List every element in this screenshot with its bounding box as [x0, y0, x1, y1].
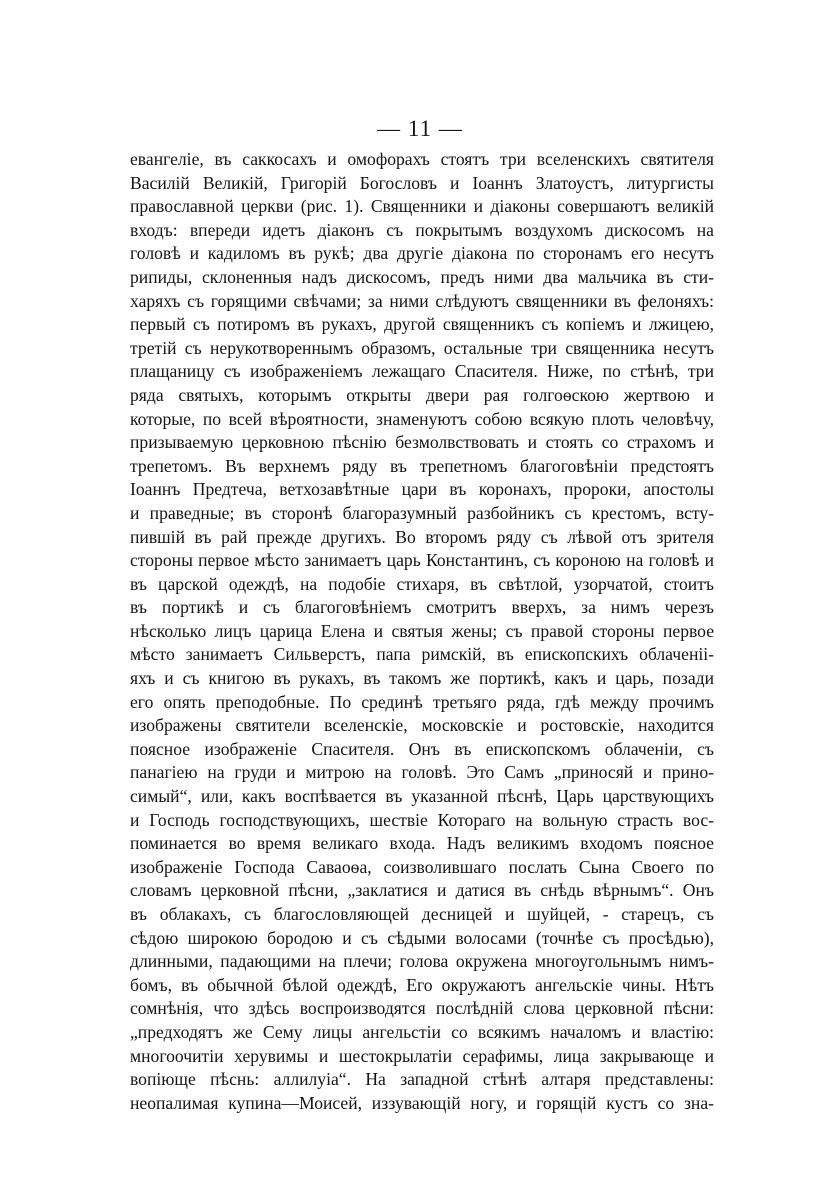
- text-line: и Господь господствующихъ, шествіе Котораго на вольную страсть вос-: [130, 809, 714, 830]
- text-line: харяхъ съ горящими свѣчами; за ними слѣдуютъ священники въ фелоняхъ:: [130, 290, 714, 311]
- text-line: „предходятъ же Сему лицы ангельстіи со всякимъ началомъ и властію:: [130, 1021, 714, 1042]
- text-line: изображены святители вселенскіе, московскіе и ростовскіе, находится: [130, 715, 714, 736]
- text-line: поясное изображеніе Спасителя. Онъ въ епископскомъ облаченіи, съ: [130, 738, 714, 759]
- text-line: первый съ потиромъ въ рукахъ, другой священникъ съ копіемъ и лжицею,: [130, 314, 714, 335]
- text-line: трепетомъ. Въ верхнемъ ряду въ трепетномъ благоговѣніи предстоятъ: [130, 455, 714, 476]
- text-line: Іоаннъ Предтеча, ветхозавѣтные цари въ коронахъ, пророки, апостолы: [130, 479, 714, 500]
- text-line: Василій Великій, Григорій Богословъ и Іоаннъ Златоустъ, литургисты: [130, 172, 714, 193]
- text-line: изображеніе Господа Саваоѳа, соизволившаго послать Сына Своего по: [130, 856, 714, 877]
- text-line: многоочитіи херувимы и шестокрылатіи серафимы, лица закрывающе и: [130, 1045, 714, 1066]
- text-line: сомнѣнія, что здѣсь воспроизводятся послѣдній слова церковной пѣсни:: [130, 998, 714, 1019]
- text-line: призываемую церковною пѣснію безмолвствовать и стоять со страхомъ и: [130, 432, 714, 453]
- text-line: ряда святыхъ, которымъ открыты двери рая голгоѳскою жертвою и: [130, 384, 714, 405]
- text-line: головѣ и кадиломъ въ рукѣ; два другіе діакона по сторонамъ его несутъ: [130, 243, 714, 264]
- text-line: мѣсто занимаетъ Сильверстъ, папа римскій, въ епископскихъ облаченіі-: [130, 644, 714, 665]
- text-line: бомъ, въ обычной бѣлой одеждѣ, Его окружаютъ ангельскіе чины. Нѣтъ: [130, 974, 714, 995]
- text-line: православной церкви (рис. 1). Священники и діаконы совершаютъ великій: [130, 196, 714, 217]
- text-line: симый“, или, какъ воспѣвается въ указанной пѣснѣ, Царь царствующихъ: [130, 786, 714, 807]
- text-line: поминается во время великаго входа. Надъ великимъ входомъ поясное: [130, 833, 714, 854]
- text-line: плащаницу съ изображеніемъ лежащаго Спасителя. Ниже, по стѣнѣ, три: [130, 361, 714, 382]
- text-line: входъ: впереди идетъ діаконъ съ покрытымъ воздухомъ дискосомъ на: [130, 219, 714, 240]
- text-line: сѣдою широкою бородою и съ сѣдыми волосами (точнѣе съ просѣдью),: [130, 927, 714, 948]
- text-line: длинными, падающими на плечи; голова окружена многоугольнымъ нимъ-: [130, 951, 714, 972]
- text-line: третій съ нерукотвореннымъ образомъ, остальные три священника несутъ: [130, 337, 714, 358]
- text-line: пившій въ рай прежде другихъ. Во второмъ ряду съ лѣвой отъ зрителя: [130, 526, 714, 547]
- text-line: яхъ и съ книгою въ рукахъ, въ такомъ же портикѣ, какъ и царь, позади: [130, 668, 714, 689]
- body-text: [130, 148, 714, 1115]
- text-line: рипиды, склоненныя надъ дискосомъ, предъ ними два мальчика въ сти-: [130, 266, 714, 287]
- text-line: стороны первое мѣсто занимаетъ царь Константинъ, съ короною на головѣ и: [130, 550, 714, 571]
- text-line: вопіюще пѣснь: аллилуіа“. На западной стѣнѣ алтаря представлены:: [130, 1069, 714, 1090]
- text-line: неопалимая купина—Моисей, иззувающій ногу, и горящій кустъ со зна-: [130, 1092, 714, 1113]
- text-line: въ царской одеждѣ, на подобіе стихаря, въ свѣтлой, узорчатой, стоитъ: [130, 573, 714, 594]
- text-line: панагіею на груди и митрою на головѣ. Это Самъ „приносяй и прино-: [130, 762, 714, 783]
- text-line: въ облакахъ, съ благословляющей десницей и шуйцей, - старецъ, съ: [130, 904, 714, 924]
- page-number: — 11 —: [377, 116, 463, 141]
- text-line: нѣсколько лицъ царица Елена и святыя жены; съ правой стороны первое: [130, 620, 714, 641]
- text-line: его опять преподобные. По срединѣ третьяго ряда, гдѣ между прочимъ: [130, 691, 714, 712]
- text-line: которые, по всей вѣроятности, знаменуютъ собою всякую плоть человѣчу,: [130, 408, 714, 429]
- text-line: въ портикѣ и съ благоговѣніемъ смотритъ вверхъ, за нимъ черезъ: [130, 597, 714, 618]
- text-line: словамъ церковной пѣсни, „заклатися и датися въ снѣдь вѣрнымъ“. Онъ: [130, 880, 714, 901]
- text-line: и праведные; въ сторонѣ благоразумный разбойникъ съ крестомъ, всту-: [130, 502, 714, 523]
- text-line: евангеліе, въ саккосахъ и омофорахъ стоятъ три вселенскихъ святителя: [130, 149, 714, 169]
